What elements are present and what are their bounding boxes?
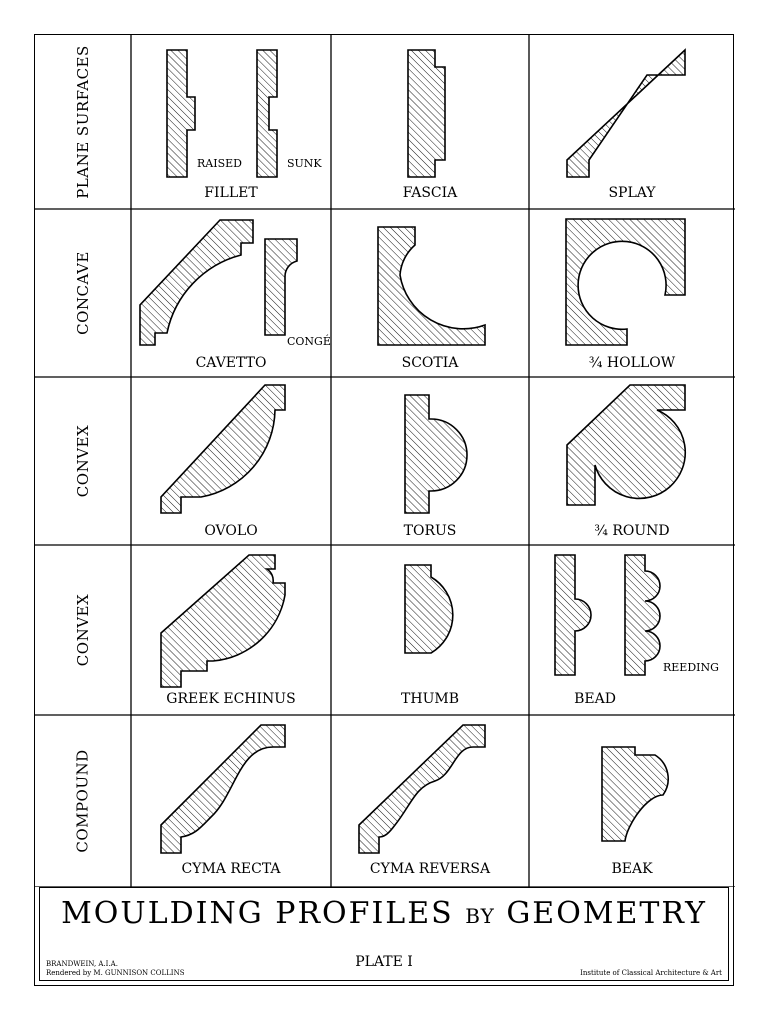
label-ovolo: OVOLO (204, 523, 258, 539)
label-three-quarter-hollow: ¾ HOLLOW (588, 355, 676, 371)
conge-profile (265, 239, 297, 335)
label-beak: BEAK (611, 861, 653, 877)
torus-profile (405, 395, 467, 513)
label-sunk: SUNK (287, 157, 322, 170)
bead-profile (555, 555, 591, 675)
label-torus: TORUS (403, 523, 457, 539)
reeding-profile (625, 555, 660, 675)
label-fascia: FASCIA (402, 185, 458, 201)
credit-institute: Institute of Classical Architecture & Art (580, 969, 722, 977)
scotia-profile (378, 227, 485, 345)
label-conge: CONGÉ (287, 335, 331, 348)
cavetto-profile (140, 220, 253, 345)
three-quarter-round-profile (567, 385, 685, 505)
three-quarter-hollow-profile (566, 219, 685, 345)
label-cyma-recta: CYMA RECTA (181, 861, 281, 877)
ovolo-profile (161, 385, 285, 513)
row-label-compound: COMPOUND (74, 749, 93, 853)
cyma-recta-profile (161, 725, 285, 853)
label-raised: RAISED (197, 157, 242, 170)
label-thumb: THUMB (401, 691, 459, 707)
title-part-b: GEOMETRY (506, 896, 707, 931)
label-cyma-reversa: CYMA REVERSA (369, 861, 491, 877)
label-fillet: FILLET (204, 185, 258, 201)
label-greek-echinus: GREEK ECHINUS (166, 691, 296, 707)
label-scotia: SCOTIA (401, 355, 459, 371)
title-part-a: MOULDING PROFILES (61, 896, 454, 931)
title-by: BY (465, 904, 495, 928)
label-cavetto: CAVETTO (195, 355, 267, 371)
row-label-plane-surfaces: PLANE SURFACES (74, 45, 92, 199)
moulding-plate (34, 34, 734, 986)
label-reeding: REEDING (663, 661, 719, 674)
plate-number: PLATE I (355, 954, 413, 970)
splay-profile (567, 50, 685, 177)
plate-title (40, 896, 728, 931)
cyma-reversa-profile (359, 725, 485, 853)
fascia-profile (408, 50, 445, 177)
fillet-raised-profile (167, 50, 195, 177)
label-three-quarter-round: ¾ ROUND (594, 523, 670, 539)
label-bead: BEAD (574, 691, 616, 707)
label-splay: SPLAY (608, 185, 656, 201)
beak-profile (602, 747, 668, 841)
credit-rendered: Rendered by M. GUNNISON COLLINS (46, 969, 185, 977)
thumb-profile (405, 565, 453, 653)
fillet-sunk-profile (257, 50, 277, 177)
row-label-concave: CONCAVE (74, 251, 92, 335)
title-block (39, 887, 729, 981)
row-label-convex: CONVEX (74, 424, 92, 498)
greek-echinus-profile (161, 555, 285, 687)
profile-grid (35, 35, 735, 887)
row-label-convex-2: CONVEX (74, 593, 92, 667)
credit-author: BRANDWEIN, A.I.A. (46, 960, 118, 968)
